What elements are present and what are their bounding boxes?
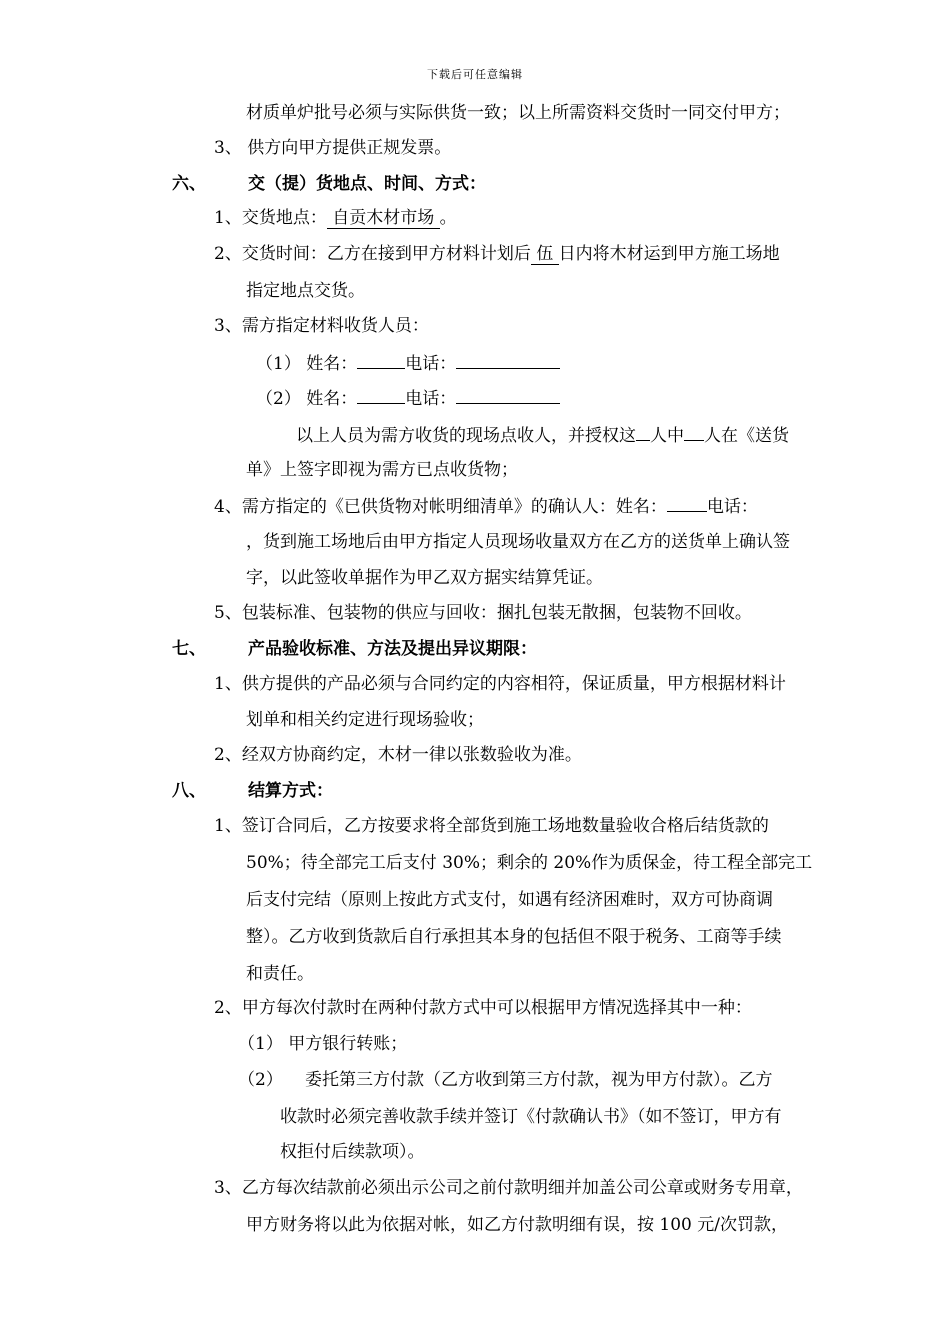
- delivery-place: 自贡木材市场: [326, 208, 440, 228]
- paragraph-line: [214, 494, 758, 517]
- paragraph-line: 收款时必须完善收款手续并签订《付款确认书》（如不签订，甲方有: [280, 1107, 782, 1127]
- section-title: 产品验收标准、方法及提出异议期限：: [248, 639, 537, 659]
- phone-label: 电话：: [405, 389, 457, 409]
- count-blank: [684, 423, 704, 441]
- paragraph-line: [214, 244, 780, 264]
- section-title: 结算方式：: [248, 781, 333, 801]
- item-number: （2）: [238, 1070, 283, 1090]
- paragraph-line: 2、甲方每次付款时在两种付款方式中可以根据甲方情况选择其中一种：: [214, 998, 752, 1018]
- paragraph-line: 3、需方指定材料收货人员：: [214, 316, 429, 336]
- count-blank: [636, 423, 650, 441]
- receiver-number: （2）: [256, 389, 301, 409]
- paragraph-line: [238, 1034, 407, 1054]
- phone-blank: [456, 386, 560, 404]
- paragraph-line: 后支付完结（原则上按此方式支付，如遇有经济困难时，双方可协商调: [246, 890, 773, 910]
- name-label: 姓名：: [306, 389, 358, 409]
- paragraph-line: 2、经双方协商约定，木材一律以张数验收为准。: [214, 745, 582, 765]
- line-text: 以上人员为需方收货的现场点收人，并授权这: [296, 426, 636, 446]
- phone-blank: [456, 351, 560, 369]
- paragraph-line: 材质单炉批号必须与实际供货一致；以上所需资料交货时一同交付甲方；: [246, 103, 790, 123]
- paragraph-line: 权拒付后续款项）。: [280, 1142, 425, 1162]
- name-blank: [357, 386, 405, 404]
- name-blank: [357, 351, 405, 369]
- section-number: 六、: [172, 174, 206, 194]
- paragraph-line: 甲方财务将以此为依据对帐，如乙方付款明细有误，按 100 元/次罚款，: [246, 1215, 788, 1235]
- section-number: 七、: [172, 639, 206, 659]
- paragraph-line: ，货到施工场地后由甲方指定人员现场收量双方在乙方的送货单上确认签: [246, 532, 790, 552]
- paragraph-line: 5、包装标准、包装物的供应与回收：捆扎包装无散捆，包装物不回收。: [214, 603, 752, 623]
- section-number: 八、: [172, 781, 206, 801]
- paragraph-line: 整）。乙方收到货款后自行承担其本身的包括但不限于税务、工商等手续: [246, 927, 782, 947]
- delivery-days: 伍: [530, 244, 559, 264]
- paragraph-line: [214, 208, 457, 228]
- paragraph-line: 1、签订合同后，乙方按要求将全部货到施工场地数量验收合格后结货款的: [214, 816, 769, 836]
- line-text: 甲方银行转账；: [288, 1034, 408, 1054]
- paragraph-line: 和责任。: [246, 964, 314, 984]
- paragraph-line: 委托第三方付款（乙方收到第三方付款，视为甲方付款）。乙方: [305, 1070, 773, 1090]
- receiver-number: （1）: [256, 354, 301, 374]
- line-text: 4、需方指定的《已供货物对帐明细清单》的确认人：姓名：: [214, 497, 667, 517]
- receiver-row: [256, 386, 560, 409]
- name-blank: [667, 494, 707, 512]
- paragraph-line: [296, 423, 789, 446]
- paragraph-line: 划单和相关约定进行现场验收；: [246, 710, 484, 730]
- item-number: （1）: [238, 1034, 283, 1054]
- paragraph-line: 字，以此签收单据作为甲乙双方据实结算凭证。: [246, 568, 603, 588]
- name-label: 姓名：: [306, 354, 358, 374]
- phone-label: 电话：: [405, 354, 457, 374]
- paragraph-line: 3、乙方每次结款前必须出示公司之前付款明细并加盖公司公章或财务专用章，: [214, 1178, 803, 1198]
- section-title: 交（提）货地点、时间、方式：: [248, 174, 486, 194]
- paragraph-line: 指定地点交货。: [246, 281, 365, 301]
- line-text: 日内将木材运到甲方施工场地: [558, 244, 780, 264]
- paragraph-line: 1、供方提供的产品必须与合同约定的内容相符，保证质量，甲方根据材料计: [214, 674, 786, 694]
- paragraph-line: 单》上签字即视为需方已点收货物；: [246, 460, 518, 480]
- line-text: 1、交货地点：: [214, 208, 327, 228]
- paragraph-line: 50%；待全部完工后支付 30%；剩余的 20%作为质保金，待工程全部完工: [246, 853, 813, 873]
- line-text: 人在《送货: [704, 426, 789, 446]
- line-text: 。: [439, 208, 457, 228]
- line-text: 电话：: [706, 497, 758, 517]
- page-header: 下载后可任意编辑: [427, 68, 523, 81]
- line-text: 2、交货时间：乙方在接到甲方材料计划后: [214, 244, 531, 264]
- line-text: 人中: [650, 426, 684, 446]
- receiver-row: [256, 351, 560, 374]
- paragraph-line: 3、 供方向甲方提供正规发票。: [214, 138, 452, 158]
